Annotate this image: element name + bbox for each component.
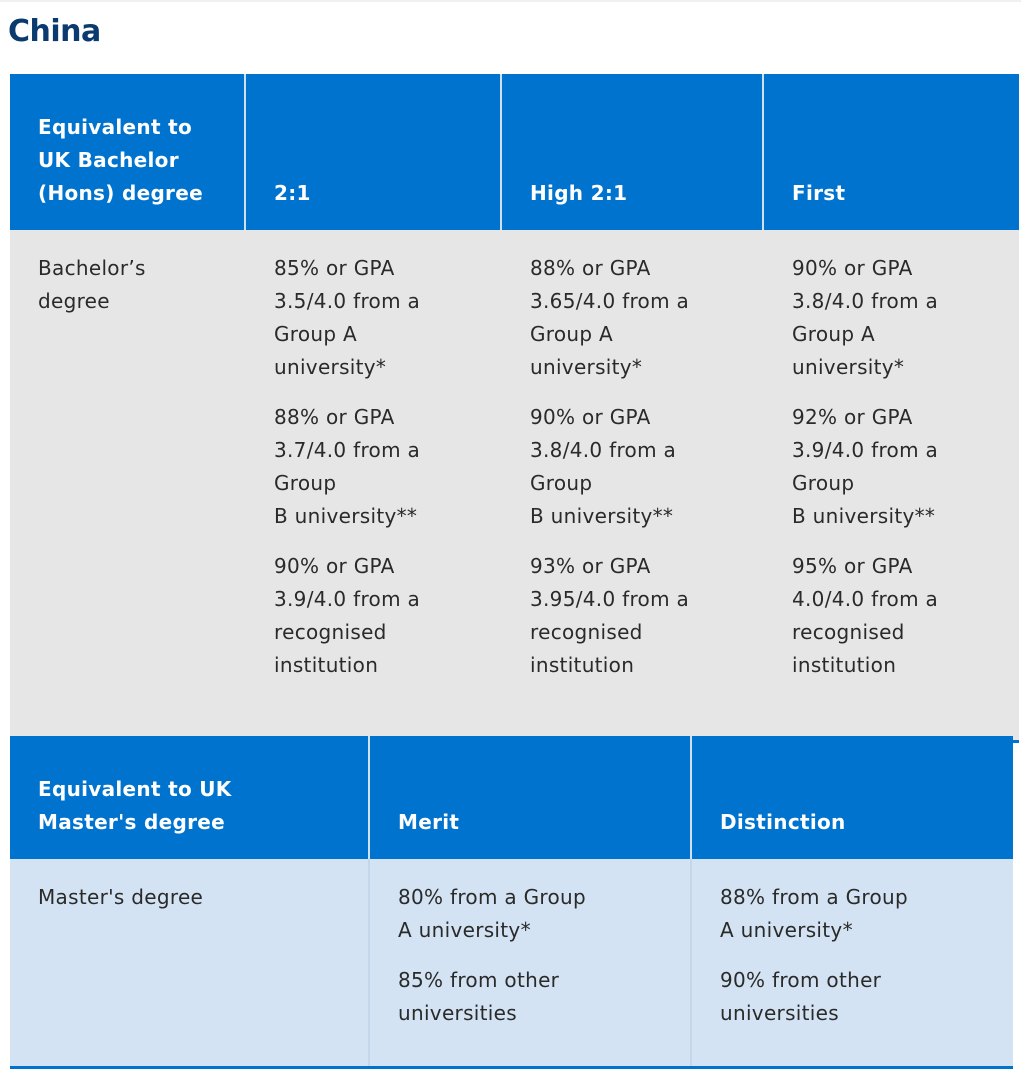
header-distinction xyxy=(691,736,1013,859)
table-header-row xyxy=(10,74,1019,230)
table-row xyxy=(10,230,1019,742)
requirement-group-a: 88% or GPA 3.65/4.0 from a Group A university* xyxy=(530,256,690,379)
header-2-1 xyxy=(245,74,501,230)
cell-merit xyxy=(369,859,691,1068)
table-header-row xyxy=(10,736,1013,859)
top-divider xyxy=(0,0,1021,2)
requirement-group-a: 90% or GPA 3.8/4.0 from a Group A university* xyxy=(792,256,939,379)
header-label: High 2:1 xyxy=(530,181,628,205)
requirement-group-b: 90% or GPA 3.8/4.0 from a Group B university** xyxy=(530,405,677,528)
row-label-masters-degree xyxy=(10,859,369,1068)
header-label: Equivalent to UK Master's degree xyxy=(38,777,232,834)
header-label: Merit xyxy=(398,810,460,834)
requirement-group-b: 92% or GPA 3.9/4.0 from a Group B university** xyxy=(792,405,939,528)
cell-first xyxy=(763,230,1019,742)
table-row xyxy=(10,859,1013,1068)
cell-2-1 xyxy=(245,230,501,742)
cell-distinction xyxy=(691,859,1013,1068)
cell-high-2-1 xyxy=(501,230,763,742)
header-merit xyxy=(369,736,691,859)
row-label: Bachelor’s degree xyxy=(38,256,146,313)
header-label: 2:1 xyxy=(274,181,311,205)
header-label: Distinction xyxy=(720,810,846,834)
bachelor-equivalence-table xyxy=(10,74,1019,743)
requirement-group-b: 88% or GPA 3.7/4.0 from a Group B university** xyxy=(274,405,421,528)
header-first xyxy=(763,74,1019,230)
requirement-group-a: 88% from a Group A university* xyxy=(720,885,909,942)
requirement-recognised: 93% or GPA 3.95/4.0 from a recognised institution xyxy=(530,554,690,677)
requirement-group-a: 80% from a Group A university* xyxy=(398,885,587,942)
header-high-2-1 xyxy=(501,74,763,230)
header-label: First xyxy=(792,181,846,205)
row-label-bachelors-degree xyxy=(10,230,245,742)
header-label: Equivalent to UK Bachelor (Hons) degree xyxy=(38,115,203,205)
master-equivalence-table xyxy=(10,736,1013,1069)
page-title: China xyxy=(8,14,101,49)
requirement-recognised: 95% or GPA 4.0/4.0 from a recognised institution xyxy=(792,554,939,677)
requirement-other: 90% from other universities xyxy=(720,968,882,1025)
requirement-group-a: 85% or GPA 3.5/4.0 from a Group A university* xyxy=(274,256,421,379)
header-equivalent-bachelor xyxy=(10,74,245,230)
row-label: Master's degree xyxy=(38,885,204,909)
requirement-other: 85% from other universities xyxy=(398,968,560,1025)
requirement-recognised: 90% or GPA 3.9/4.0 from a recognised institution xyxy=(274,554,421,677)
header-equivalent-master xyxy=(10,736,369,859)
